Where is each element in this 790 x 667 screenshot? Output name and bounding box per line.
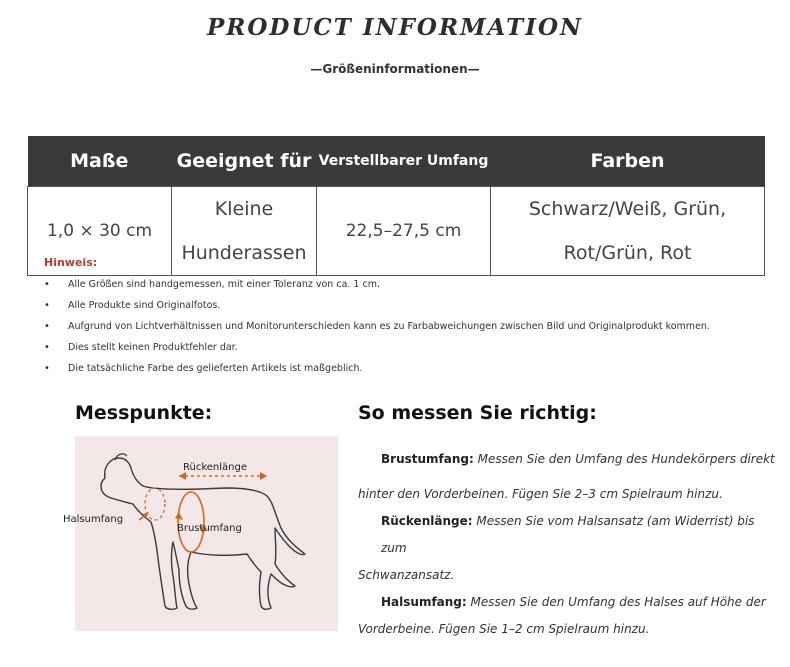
- brust-text1: Messen Sie den Umfang des Hundekörpers direkt: [473, 452, 775, 466]
- ruecken-text1: Messen Sie vom Halsansatz (am Widerrist) bis zum: [381, 514, 755, 555]
- hinweis-list: [30, 278, 710, 383]
- list-item: • Dies stellt keinen Produktfehler dar.: [68, 341, 710, 362]
- messpunkte-title: Messpunkte:: [75, 402, 213, 424]
- header-masse: Maße: [28, 136, 172, 187]
- hinweis-title: Hinweis:: [44, 256, 98, 269]
- cell-masse: 1,0 × 30 cm: [28, 187, 172, 276]
- ruecken-line1: [358, 508, 778, 562]
- howto-body: [358, 446, 778, 643]
- hals-line2: [358, 616, 778, 643]
- page-title: PRODUCT INFORMATION: [206, 14, 584, 41]
- list-item: • Die tatsächliche Farbe des gelieferten Artikels ist maßgeblich.: [68, 362, 710, 383]
- label-halsumfang: Halsumfang: [63, 514, 124, 525]
- ruecken-line2: [358, 562, 778, 589]
- cell-geeignet: [172, 187, 317, 276]
- list-item: • Alle Produkte sind Originalfotos.: [68, 299, 710, 320]
- hals-line1: [358, 589, 778, 616]
- cell-geeignet-line1: Kleine: [214, 198, 274, 220]
- list-item: • Aufgrund von Lichtverhältnissen und Monitorunterschieden kann es zu Farbabweichungen zwischen Bild und Originalprodukt kommen.: [68, 320, 710, 341]
- list-item: • Alle Größen sind handgemessen, mit einer Toleranz von ca. 1 cm.: [68, 278, 710, 299]
- brust-line2: [358, 481, 778, 508]
- size-table: [27, 136, 765, 276]
- cell-farben-line1: Schwarz/Weiß, Grün,: [528, 198, 727, 220]
- hals-label: Halsumfang:: [381, 595, 467, 609]
- cell-farben-line2: Rot/Grün, Rot: [563, 242, 692, 264]
- ruecken-text2: Schwanzansatz.: [358, 568, 455, 582]
- dog-measurement-figure: [63, 436, 338, 631]
- header-umfang: Verstellbarer Umfang: [317, 136, 491, 187]
- cell-farben: [491, 187, 765, 276]
- brust-line1: [358, 446, 778, 473]
- page-subtitle: —Größeninformationen—: [310, 62, 480, 76]
- header-geeignet: Geeignet für: [172, 136, 317, 187]
- ruecken-label: Rückenlänge:: [381, 514, 473, 528]
- hals-text2: Vorderbeine. Fügen Sie 1–2 cm Spielraum hinzu.: [358, 622, 650, 636]
- cell-umfang: 22,5–27,5 cm: [317, 187, 491, 276]
- brust-text2: hinter den Vorderbeinen. Fügen Sie 2–3 cm Spielraum hinzu.: [358, 487, 723, 501]
- howto-title: So messen Sie richtig:: [358, 402, 597, 424]
- label-brustumfang: Brustumfang: [177, 523, 242, 534]
- dog-outline-icon: [63, 436, 338, 631]
- cell-geeignet-line2: Hunderassen: [181, 242, 307, 264]
- label-rueckenlaenge: Rückenlänge: [183, 462, 248, 473]
- table-row: [28, 187, 765, 276]
- table-header-row: [28, 136, 765, 187]
- brust-label: Brustumfang:: [381, 452, 474, 466]
- header-farben: Farben: [491, 136, 765, 187]
- hals-text1: Messen Sie den Umfang des Halses auf Höhe der: [466, 595, 766, 609]
